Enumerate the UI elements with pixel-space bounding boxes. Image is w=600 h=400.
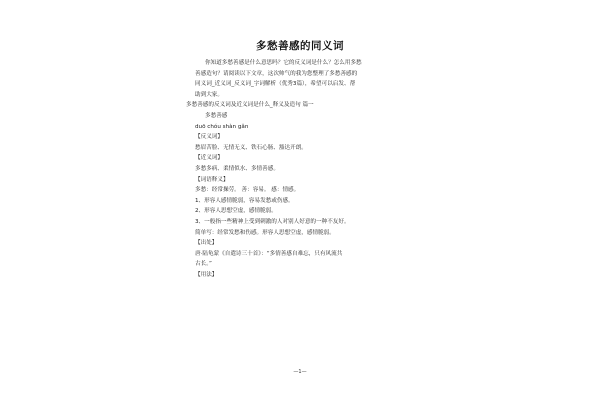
page-number: —1— (293, 369, 307, 375)
synonyms-text: 多愁多病、柔情似水、多情善感。 (195, 165, 279, 172)
source-line-1: 唐·陆龟蒙《自遣诗三十首》：“多情善感自难忘，只有风流共 (195, 250, 343, 257)
summary-text: 简单写：经常发愁和伤感。形容人思想空虚，感情脆弱。 (195, 229, 335, 236)
explanation-heading: 【词语释义】 (195, 176, 229, 183)
intro-line-4: 助到大家。 (195, 91, 223, 98)
source-line-2: 古长。” (195, 261, 212, 268)
antonyms-text: 愁眉苦脸、无情无义、铁石心肠、豁达开朗。 (195, 144, 307, 151)
section-heading: 多愁善感的反义词及近义词是什么_释义及造句 篇一 (186, 102, 314, 109)
synonym-heading: 【近义词】 (195, 155, 223, 162)
usage-heading: 【用法】 (195, 271, 218, 278)
intro-line-1: 你知道多愁善感是什么意思吗？它的反义词是什么？怎么用多愁 (205, 60, 362, 66)
intro-line-2: 善感造句？请阅读以下文章，这次帅气的我为您整理了多愁善感的 (195, 70, 358, 77)
document-body (186, 58, 413, 280)
source-heading: 【出处】 (195, 240, 218, 247)
explanation-text: 多愁：经常操劳。 善：容易。 感：情感。 (195, 187, 300, 194)
term: 多愁善感 (205, 112, 228, 119)
meaning-2: 2、形容人思想空虚，感情脆弱。 (195, 208, 277, 215)
pinyin: duō chóu shàn gǎn (195, 123, 249, 130)
antonym-heading: 【反义词】 (195, 134, 223, 141)
meaning-3: 3、一般指一些精神上受到刺激的人对别人好意的一种不友好。 (195, 218, 350, 225)
intro-line-3: 同义词_近义词_反义词_字词解析（优秀3篇），希望可以启发、帮 (195, 81, 356, 88)
meaning-1: 1、形容人感情脆弱，容易发愁或伤感。 (195, 197, 294, 204)
document-title: 多愁善感的同义词 (256, 40, 344, 52)
